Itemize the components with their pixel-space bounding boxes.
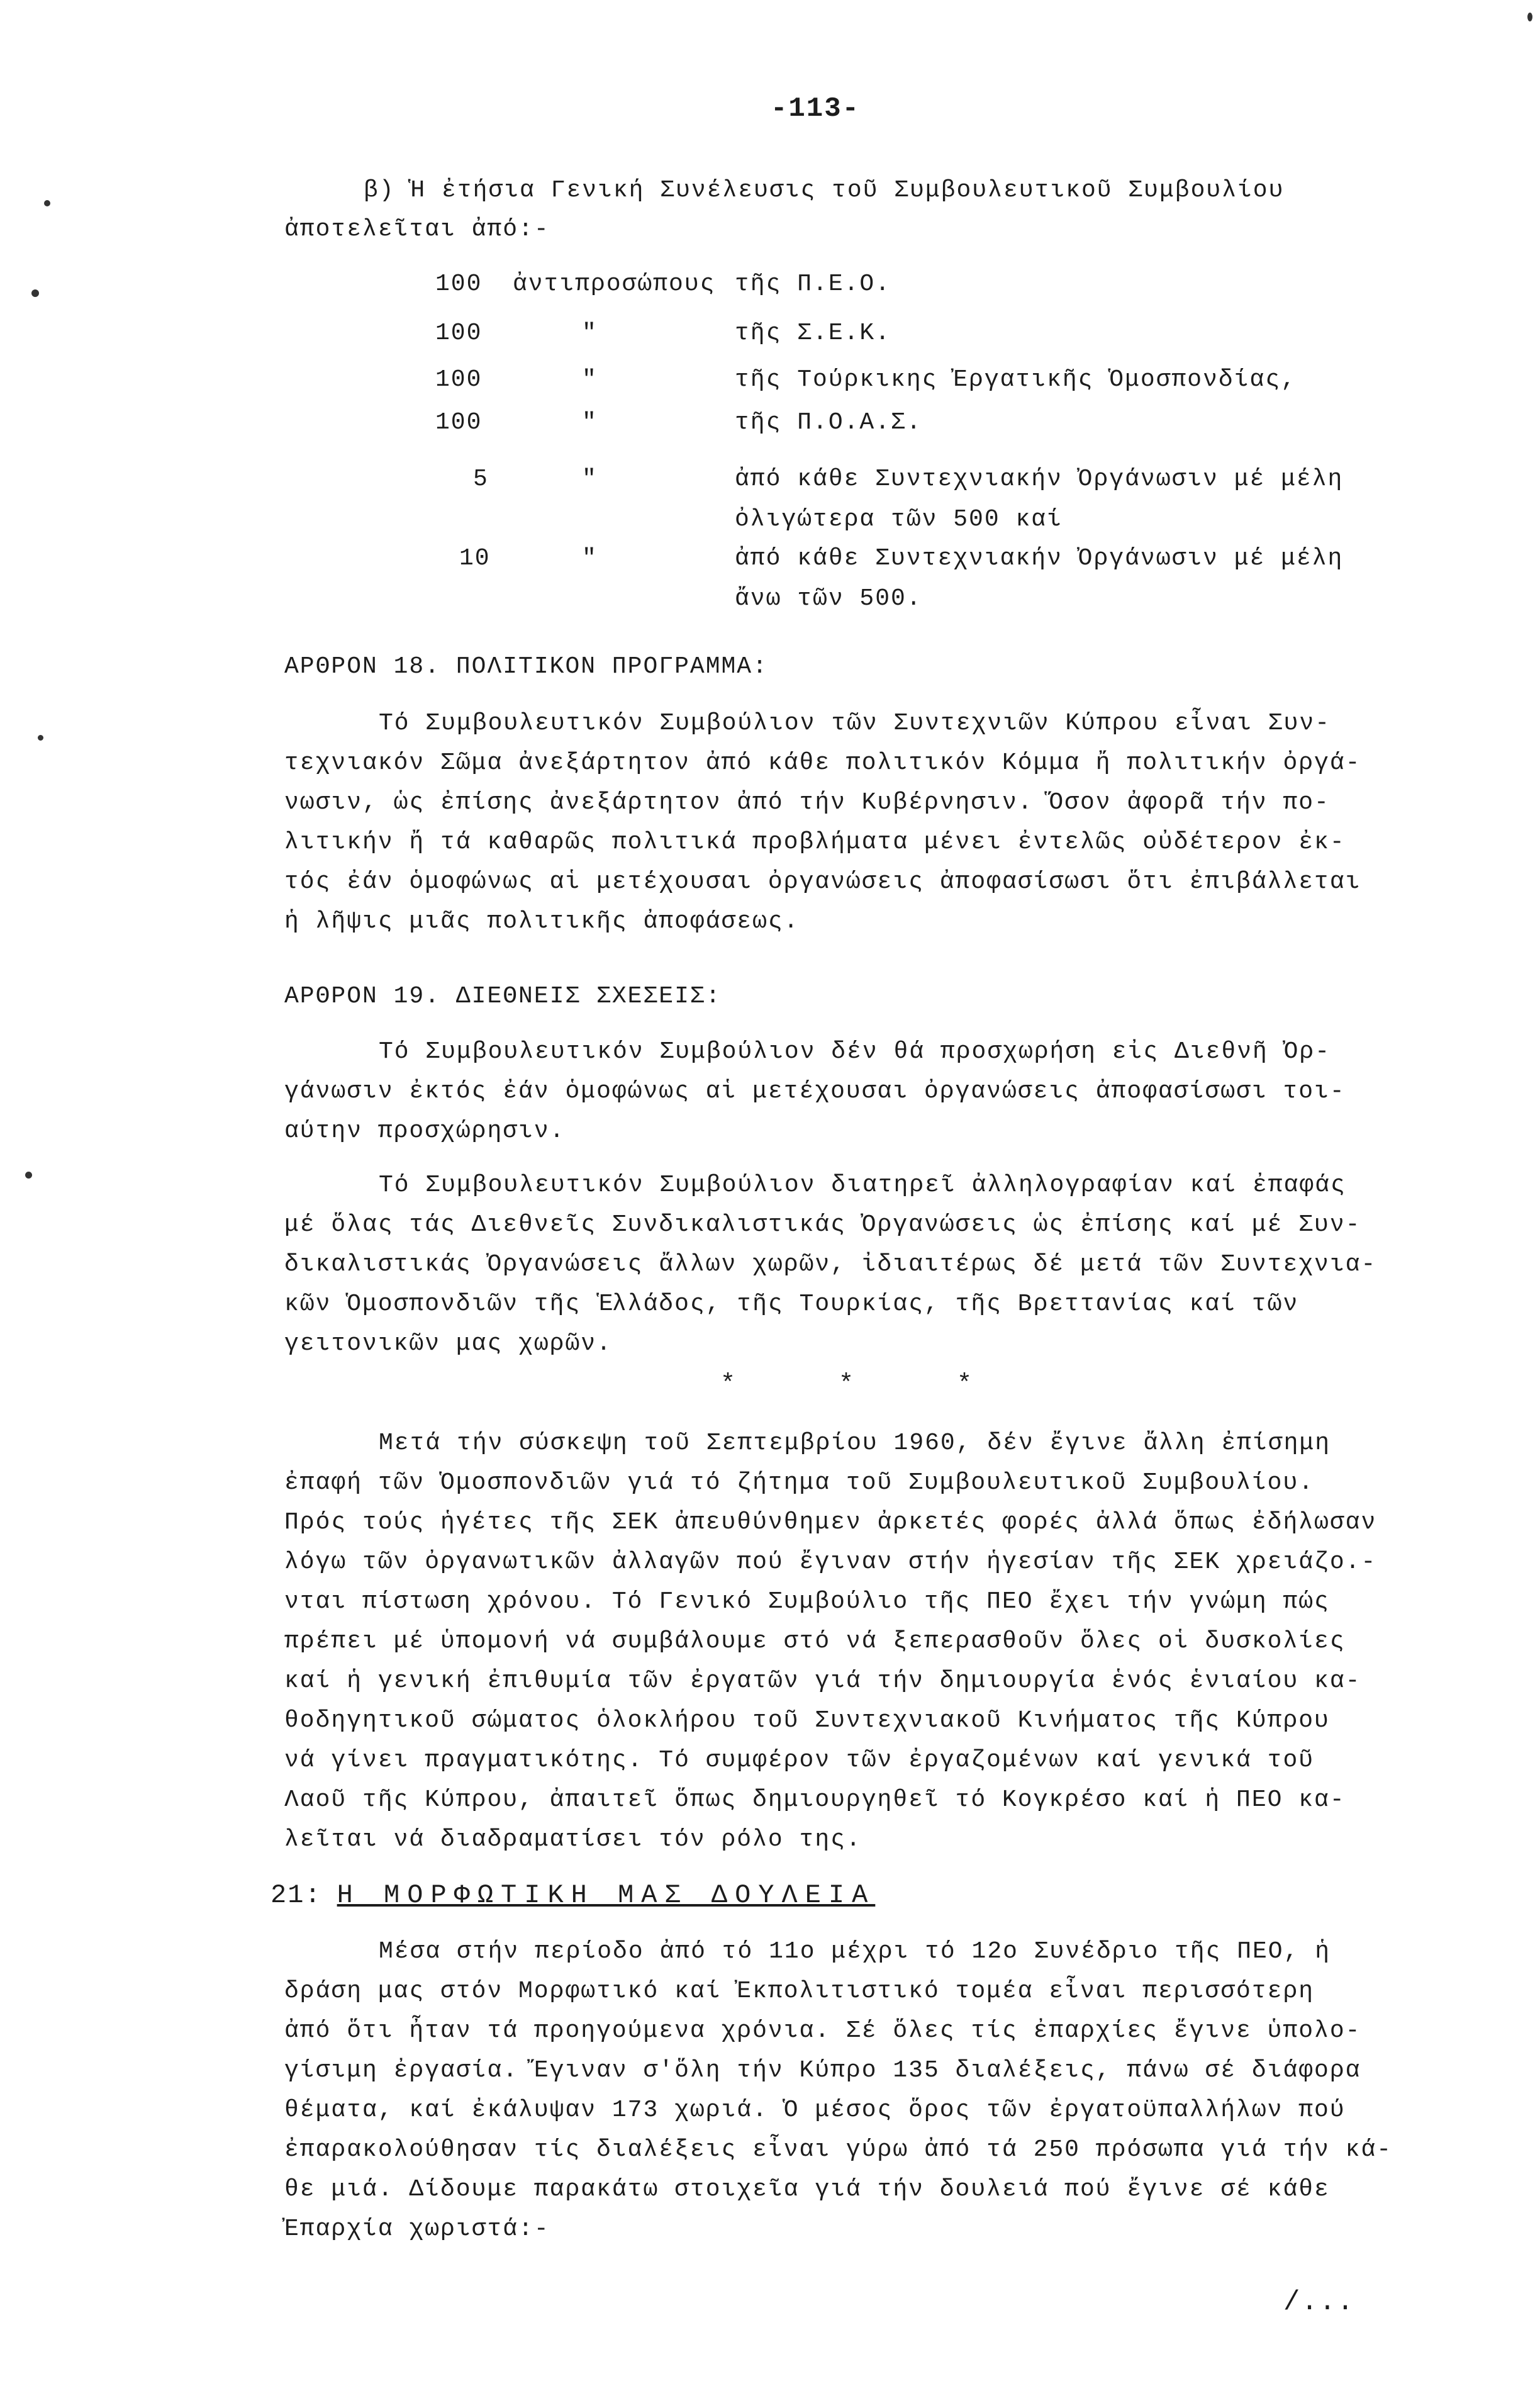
paragraph-line: γάνωσιν ἐκτός ἐάν ὁμοφώνως αἱ μετέχουσαι ὀργανώσεις ἀποφασίσωσι τοι- [284,1078,1346,1105]
paragraph-line: μέ ὅλας τάς Διεθνεῖς Συνδικαλιστικάς Ὀργανώσεις ὡς ἐπίσης καί μέ Συν- [284,1211,1361,1238]
paragraph-line: Τό Συμβουλευτικόν Συμβούλιον διατηρεῖ ἀλληλογραφίαν καί ἐπαφάς [379,1172,1346,1199]
rep-text: τῆς Τούρκικης Ἐργατικῆς Ὁμοσπονδίας, [735,366,1297,393]
rep-text: ἀπό κάθε Συντεχνιακήν Ὀργάνωσιν μέ μέλη [735,545,1344,572]
paragraph-line: νται πίστωση χρόνου. Τό Γενικό Συμβούλιο τῆς ΠΕΟ ἔχει τήν γνώμη πώς [284,1588,1330,1615]
paragraph-line: Μέσα στήν περίοδο ἀπό τό 11ο μέχρι τό 12ο Συνέδριο τῆς ΠΕΟ, ἡ [379,1938,1331,1965]
continuation-mark: /... [1283,2287,1355,2318]
rep-mark: ἀντιπροσώπους [513,271,716,298]
paragraph-line: Ἐπαρχία χωριστά:- [284,2216,550,2243]
paragraph-line: νά γίνει πραγματικότης. Τό συμφέρον τῶν ἐργαζομένων καί γενικά τοῦ [284,1747,1315,1774]
section-title: Η ΜΟΡΦΩΤΙΚΗ ΜΑΣ ΔΟΥΛΕΙΑ [337,1880,876,1910]
paragraph-line: Πρός τούς ἡγέτες τῆς ΣΕΚ ἀπευθύνθημεν ἀρκετές φορές ἀλλά ὅπως ἐδήλωσαν [284,1509,1377,1536]
section-21-paragraph [284,1932,1417,2249]
article-18-heading: ΑΡΘΡΟΝ 18. ΠΟΛΙΤΙΚΟΝ ΠΡΟΓΡΑΜΜΑ: [284,653,768,680]
section-separator: * * * [720,1370,1017,1399]
paragraph-line: ἀπό ὅτι ἦταν τά προηγούμενα χρόνια. Σέ ὅλες τίς ἐπαρχίες ἔγινε ὑπολο- [284,2017,1361,2044]
paragraph-line: κῶν Ὁμοσπονδιῶν τῆς Ἑλλάδος, τῆς Τουρκίας, τῆς Βρεττανίας καί τῶν [284,1291,1299,1318]
rep-mark: " [582,366,598,393]
rep-mark: " [582,409,598,436]
rep-text: ἄνω τῶν 500. [735,585,922,612]
scan-speck [1527,13,1532,21]
rep-text: τῆς Π.Ε.Ο. [735,271,891,298]
scan-speck [44,200,50,206]
paragraph-line: Λαοῦ τῆς Κύπρου, ἀπαιτεῖ ὅπως δημιουργηθεῖ τό Κογκρέσο καί ἡ ΠΕΟ κα- [284,1786,1346,1813]
rep-text: ὀλιγώτερα τῶν 500 καί [735,506,1063,533]
page-number: -113- [771,93,861,125]
paragraph-line: αύτην προσχώρησιν. [284,1118,566,1145]
section-21-heading [271,1880,875,1910]
rep-count: 10 [459,545,491,572]
paragraph-line: τεχνιακόν Σῶμα ἀνεξάρτητον ἀπό κάθε πολιτικόν Κόμμα ἤ πολιτικήν ὀργά- [284,749,1361,776]
paragraph-line: θε μιά. Δίδουμε παρακάτω στοιχεῖα γιά τήν δουλειά πού ἔγινε σέ κάθε [284,2176,1330,2203]
paragraph-line: καί ἡ γενική ἐπιθυμία τῶν ἐργατῶν γιά τήν δημιουργία ἑνός ἑνιαίου κα- [284,1667,1361,1695]
rep-mark: " [582,320,598,347]
scan-speck [38,735,43,741]
article-19-heading: ΑΡΘΡΟΝ 19. ΔΙΕΘΝΕΙΣ ΣΧΕΣΕΙΣ: [284,983,722,1010]
article-19-paragraph-2 [284,1165,1417,1364]
paragraph-line: δικαλιστικάς Ὀργανώσεις ἄλλων χωρῶν, ἰδιαιτέρως δέ μετά τῶν Συντεχνια- [284,1251,1377,1278]
rep-mark: " [582,545,598,572]
paragraph-line: ἐπαρακολούθησαν τίς διαλέξεις εἶναι γύρω ἀπό τά 250 πρόσωπα γιά τήν κά- [284,2136,1393,2163]
paragraph-line: Τό Συμβουλευτικόν Συμβούλιον δέν θά προσχωρήση εἰς Διεθνῆ Ὀρ- [379,1038,1331,1065]
paragraph-line: τός ἐάν ὁμοφώνως αἱ μετέχουσαι ὀργανώσεις ἀποφασίσωσι ὅτι ἐπιβάλλεται [284,868,1361,895]
paragraph-line: Τό Συμβουλευτικόν Συμβούλιον τῶν Συντεχνιῶν Κύπρου εἶναι Συν- [379,710,1331,737]
paragraph-line: ἐπαφή τῶν Ὁμοσπονδιῶν γιά τό ζήτημα τοῦ Συμβουλευτικοῦ Συμβουλίου. [284,1469,1315,1496]
rep-count: 100 [435,320,483,347]
intro-line-2: ἀποτελεῖται ἀπό:- [284,216,550,243]
paragraph-line: λόγω τῶν ὀργανωτικῶν ἀλλαγῶν πού ἔγιναν στήν ἡγεσίαν τῆς ΣΕΚ χρειάζο.- [284,1549,1377,1576]
paragraph-line: γίσιμη ἐργασία. Ἔγιναν σ'ὅλη τήν Κύπρο 135 διαλέξεις, πάνω σέ διάφορα [284,2057,1361,2084]
article-18-paragraph [284,703,1417,941]
rep-text: τῆς Σ.Ε.Κ. [735,320,891,347]
rep-count: 100 [435,409,483,436]
paragraph-line: ἡ λῆψις μιᾶς πολιτικῆς ἀποφάσεως. [284,908,800,935]
section-number: 21: [271,1880,322,1910]
article-19-paragraph-1 [284,1032,1417,1151]
scan-speck [31,289,39,297]
intro-line-1: β) Ἡ ἐτήσια Γενική Συνέλευσις τοῦ Συμβουλευτικοῦ Συμβουλίου [364,177,1285,204]
paragraph-line: γειτονικῶν μας χωρῶν. [284,1330,612,1357]
rep-text: τῆς Π.Ο.Α.Σ. [735,409,922,436]
rep-text: ἀπό κάθε Συντεχνιακήν Ὀργάνωσιν μέ μέλη [735,466,1344,493]
rep-count: 100 [435,366,483,393]
paragraph-line: λεῖται νά διαδραματίσει τόν ρόλο της. [284,1826,862,1853]
paragraph-line: πρέπει μέ ὑπομονή νά συμβάλουμε στό νά ξεπερασθοῦν ὅλες οἱ δυσκολίες [284,1628,1346,1655]
rep-count: 5 [473,466,489,493]
paragraph-line: λιτικήν ἤ τά καθαρῶς πολιτικά προβλήματα μένει ἐντελῶς οὐδέτερον ἐκ- [284,829,1346,856]
rep-mark: " [582,466,598,493]
paragraph-line: δράση μας στόν Μορφωτικό καί Ἐκπολιτιστικό τομέα εἶναι περισσότερη [284,1978,1315,2005]
paragraph-line: θέματα, καί ἐκάλυψαν 173 χωριά. Ὁ μέσος ὅρος τῶν ἐργατοϋπαλλήλων πού [284,2097,1346,2124]
rep-count: 100 [435,271,483,298]
paragraph-line: νωσιν, ὡς ἐπίσης ἀνεξάρτητον ἀπό τήν Κυβέρνησιν. Ὅσον ἀφορᾶ τήν πο- [284,789,1330,816]
paragraph-line: Μετά τήν σύσκεψη τοῦ Σεπτεμβρίου 1960, δέν ἔγινε ἄλλη ἐπίσημη [379,1430,1331,1457]
paragraph-line: θοδηγητικοῦ σώματος ὁλοκλήρου τοῦ Συντεχνιακοῦ Κινήματος τῆς Κύπρου [284,1707,1330,1734]
scan-speck [25,1172,32,1179]
september-paragraph [284,1423,1417,1859]
